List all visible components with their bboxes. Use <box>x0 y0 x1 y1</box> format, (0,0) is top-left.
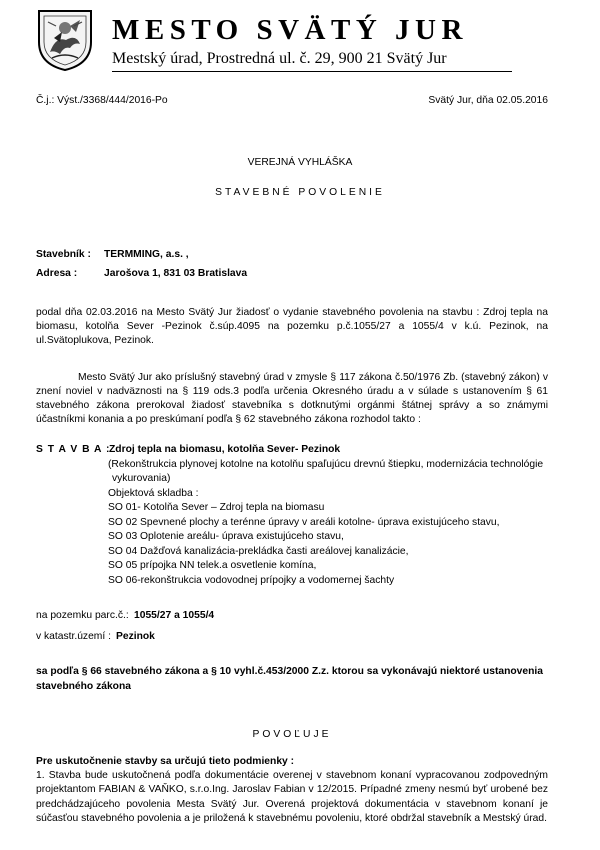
reference-number: Č.j.: Výst./3368/444/2016-Po <box>36 95 168 106</box>
address-value: Jarošova 1, 831 03 Bratislava <box>104 268 248 279</box>
decision-line-3: stavebného zákona prerokoval žiadosť stavebníka s dotknutými orgánmi štátnej správy a so známymi <box>36 400 548 411</box>
address-label: Adresa : <box>36 268 78 279</box>
builder-label: Stavebník : <box>36 249 91 260</box>
cadastre-value: Pezinok <box>116 631 155 642</box>
construction-name: Zdroj tepla na biomasu, kotolňa Sever- Pezinok <box>109 444 341 455</box>
list-item: SO 04 Dažďová kanalizácia-prekládka časti areálovej kanalizácie, <box>108 546 409 557</box>
request-line-2: biomasu, kotolňa Sever -Pezinok č.súp.4095 na pozemku p.č.1055/27 a 1055/4 v k.ú. Pezinok, na <box>36 321 548 332</box>
request-line-3: ul.Svätoplukova, Pezinok. <box>36 335 154 346</box>
conditions-heading: Pre uskutočnenie stavby sa určujú tieto podmienky : <box>36 756 295 767</box>
decision-line-2: znení noviel v nadväznosti na § 119 ods.3 podľa určenia Okresného úradu a v súlade s ustanovením § 61 <box>36 386 548 397</box>
decision-line-1: Mesto Svätý Jur ako príslušný stavebný úrad v zmysle § 117 zákona č.50/1976 Zb. (stavebný zákon) v <box>78 372 548 383</box>
header-divider <box>112 71 512 72</box>
list-item: SO 01- Kotolňa Sever – Zdroj tepla na biomasu <box>108 502 325 513</box>
builder-value: TERMMING, a.s. , <box>104 249 189 260</box>
cadastre-label: v katastr.území : <box>36 631 111 642</box>
list-item: SO 05 prípojka NN telek.a osvetlenie komína, <box>108 560 317 571</box>
list-item: SO 02 Spevnené plochy a terénne úpravy v areáli kotolne- úprava existujúceho stavu, <box>108 517 500 528</box>
condition-1-line-2: projektantom FABIAN & VAŇKO, s.r.o.Ing. Jaroslav Fabian v 12/2015. Prípadné zmeny nesmú byť urobené bez <box>36 784 548 795</box>
law-reference-line-1: sa podľa § 66 stavebného zákona a § 10 vyhl.č.453/2000 Z.z. ktorou sa vykonávajú niektoré ustanovenia <box>36 666 544 677</box>
law-reference-line-2: stavebného zákona <box>36 681 131 692</box>
parcel-value: 1055/27 a 1055/4 <box>134 610 215 621</box>
list-item: SO 06-rekonštrukcia vodovodnej prípojky a vodomernej šachty <box>108 575 395 586</box>
condition-1-line-4: súčasťou stavebného povolenia a je priložená k stavebnému povoleniu, ktoré obdržal stavebník a Mestský úrad. <box>36 813 547 824</box>
list-item: SO 03 Oplotenie areálu- úprava existujúceho stavu, <box>108 531 344 542</box>
permits-heading: POVOĽUJE <box>252 729 332 740</box>
office-address: Mestský úrad, Prostredná ul. č. 29, 900 21 Svätý Jur <box>112 50 447 67</box>
parcel-label: na pozemku parc.č.: <box>36 610 129 621</box>
request-line-1: podal dňa 02.03.2016 na Mesto Svätý Jur žiadosť o vydanie stavebného povolenia na stavbu : Zdroj tepla na <box>36 307 548 318</box>
objects-label: Objektová skladba : <box>108 488 199 499</box>
public-notice-heading: VEREJNÁ VYHLÁŠKA <box>247 157 353 168</box>
place-and-date: Svätý Jur, dňa 02.05.2016 <box>428 95 548 106</box>
condition-1-line-1: 1. Stavba bude uskutočnená podľa dokumentácie overenej v stavebnom konaní vypracovanou zodpovedným <box>36 770 548 781</box>
coat-of-arms-icon <box>36 8 94 72</box>
construction-description-1: (Rekonštrukcia plynovej kotolne na kotolňu spaľujúcu drevnú štiepku, modernizácia technológie <box>108 459 544 470</box>
condition-1-line-3: predchádzajúceho povolenia Mesta Svätý Jur. Overená projektová dokumentácia v stavebnom konaní je <box>36 799 548 810</box>
decision-line-4: účastníkmi konania a po preskúmaní podľa § 62 stavebného zákona rozhodol takto : <box>36 414 421 425</box>
construction-description-2: vykurovania) <box>112 473 171 484</box>
building-permit-heading: STAVEBNÉ POVOLENIE <box>215 187 385 198</box>
municipality-title: MESTO SVÄTÝ JUR <box>112 14 468 46</box>
construction-label: S T A V B A : <box>36 444 111 455</box>
